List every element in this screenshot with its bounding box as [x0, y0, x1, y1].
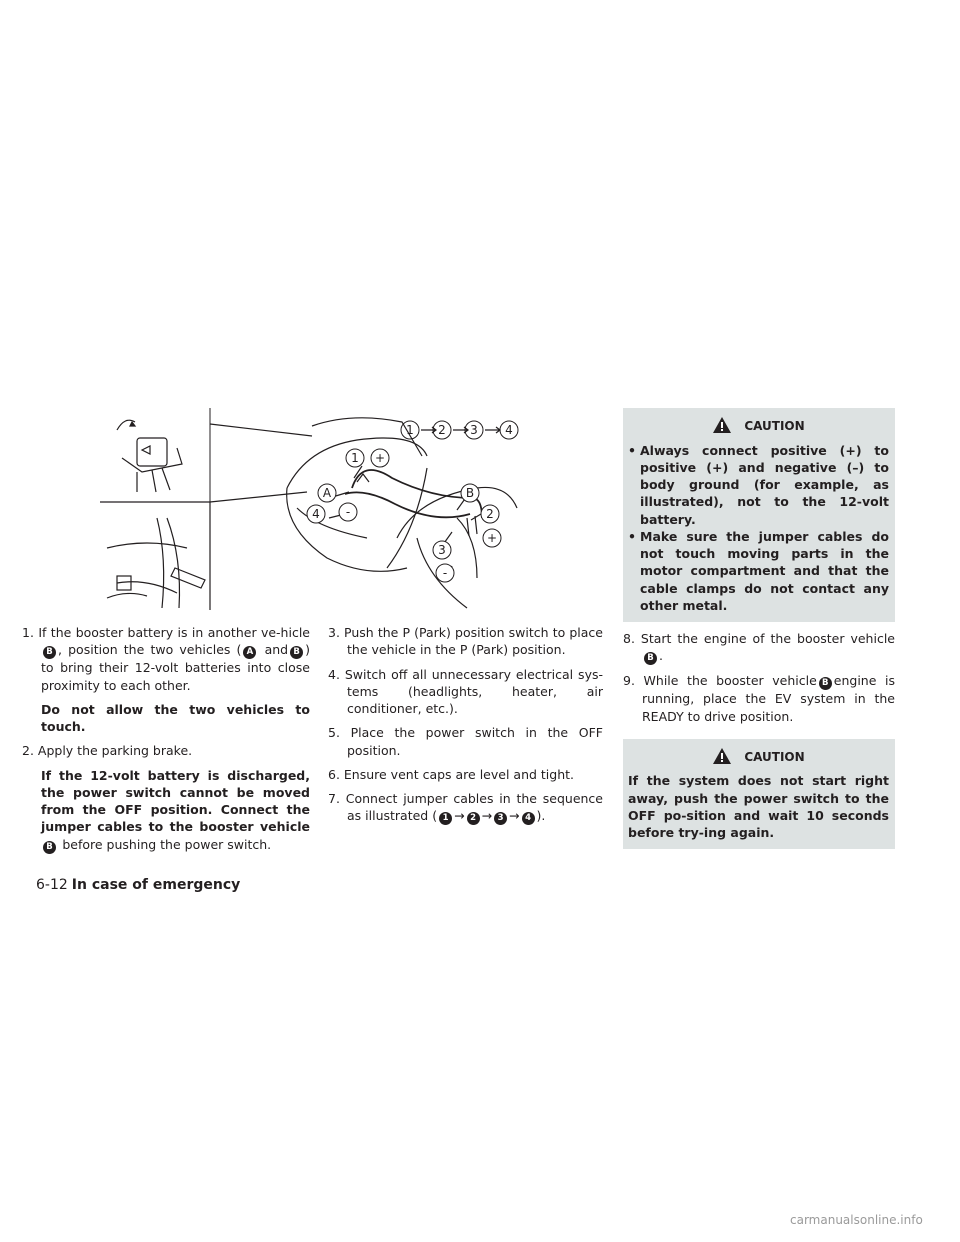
step-2-warning: If the 12-volt battery is discharged, the power switch cannot be moved from the OFF position. Connect the jumper cables to the booster vehicle B before pushing the power switch.	[41, 767, 310, 852]
watermark: carmanualsonline.info	[790, 1213, 923, 1227]
callout-a	[318, 484, 336, 502]
svg-text:1: 1	[406, 423, 414, 437]
jump-start-illustration	[97, 408, 529, 610]
svg-text:2: 2	[438, 423, 446, 437]
circle-b: B	[819, 677, 832, 690]
callout-b	[461, 484, 479, 502]
svg-text:B: B	[465, 486, 475, 500]
circle-2: 2	[467, 812, 480, 825]
middle-column	[328, 624, 603, 832]
caution-item: • Make sure the jumper cables do not touch moving parts in the motor compartment and that the cable clamps do not contact any other metal.	[628, 528, 889, 614]
step-6: 6. Ensure vent caps are level and tight.	[328, 766, 575, 782]
sequence-1	[401, 421, 419, 439]
callout-minus-b	[436, 564, 454, 582]
caution-heading: CAUTION	[628, 416, 889, 435]
circle-b: B	[43, 646, 56, 659]
circle-3: 3	[494, 812, 507, 825]
callout-plus-b	[483, 529, 501, 547]
section-title: In case of emergency	[71, 877, 241, 893]
callout-4	[307, 505, 325, 523]
warning-triangle-icon	[712, 747, 732, 765]
right-column	[623, 408, 895, 857]
circle-4: 4	[522, 812, 535, 825]
svg-text:+: +	[486, 531, 498, 545]
caution-item: • Always connect positive (+) to positive (+) and negative (–) to body ground (for example, as illustrated), not to the 12-volt battery.	[628, 442, 889, 528]
circle-b: B	[644, 652, 657, 665]
left-column	[22, 624, 310, 861]
step-3: 3. Push the P (Park) position switch to place the vehicle in the P (Park) position.	[328, 625, 603, 658]
svg-text:A: A	[322, 486, 332, 500]
sequence-4	[500, 421, 518, 439]
step-5: 5. Place the power switch in the OFF position.	[328, 725, 603, 758]
caution-box-1	[623, 408, 895, 622]
circle-1: 1	[439, 812, 452, 825]
jump-start-drawing	[97, 408, 529, 610]
svg-text:1: 1	[351, 451, 359, 465]
callout-plus-a	[371, 449, 389, 467]
step-4: 4. Switch off all unnecessary electrical sys-tems (headlights, heater, air conditioner, etc.).	[328, 666, 603, 716]
step-1: 1. If the booster battery is in another ve-hicleB , position the two vehicles ( A and B ) to bring their 12-volt batteries into close proximity to each other.	[22, 625, 310, 693]
callout-minus-a	[339, 503, 357, 521]
page-number: 6-12	[36, 877, 68, 893]
step-2: 2. Apply the parking brake.	[22, 743, 193, 759]
page-footer	[36, 876, 240, 895]
callout-2	[481, 505, 499, 523]
svg-text:4: 4	[505, 423, 513, 437]
caution-heading: CAUTION	[628, 747, 889, 766]
step-1-warning: Do not allow the two vehicles to touch.	[41, 701, 310, 734]
svg-text:3: 3	[438, 543, 446, 557]
warning-triangle-icon	[712, 416, 732, 434]
circle-a: A	[243, 646, 256, 659]
step-8: 8. Start the engine of the booster vehicle B .	[623, 631, 895, 664]
svg-text:-: -	[442, 566, 448, 580]
step-9: 9. While the booster vehicle B engine is running, place the EV system in the READY to drive position.	[623, 673, 896, 724]
step-7: 7. Connect jumper cables in the sequence as illustrated ( 1 → 2 → 3 → 4 ).	[328, 791, 603, 824]
caution-text: If the system does not start right away, push the power switch to the OFF po-sition and wait 10 seconds before try-ing again.	[628, 773, 889, 841]
svg-text:4: 4	[312, 507, 320, 521]
callout-3	[433, 541, 451, 559]
svg-text:3: 3	[470, 423, 478, 437]
svg-text:+: +	[374, 451, 386, 465]
circle-b: B	[290, 646, 303, 659]
svg-text:-: -	[345, 505, 351, 519]
callout-1	[346, 449, 364, 467]
svg-text:2: 2	[486, 507, 494, 521]
caution-box-2	[623, 739, 895, 850]
circle-b: B	[43, 841, 56, 854]
